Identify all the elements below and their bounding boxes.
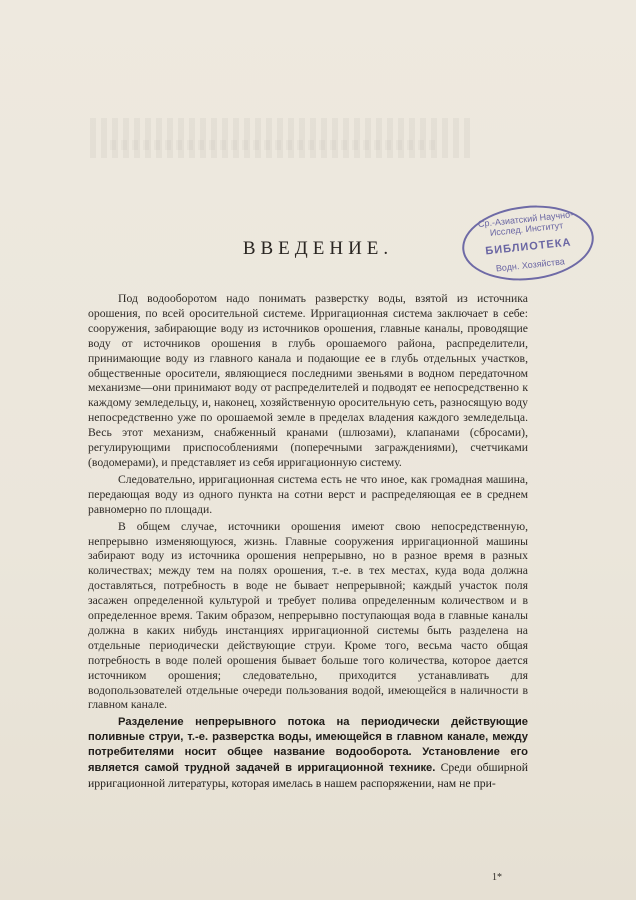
paragraph-4 xyxy=(88,715,528,792)
stamp-line-3: Водн. Хозяйства xyxy=(495,256,566,274)
paragraph-2: Следовательно, ирригационная система есть не что иное, как громадная машина, передающая воду из одного пункта на сотни верст и распределяющая ее в среднем равномерно по площади. xyxy=(88,472,528,516)
stamp-line-2: БИБЛИОТЕКА xyxy=(484,236,572,258)
paragraph-4-continuation: Среди обширной ирригационной литературы, которая имелась в нашем распоряжении, нам не при- xyxy=(88,761,528,791)
page-title: ВВЕДЕНИЕ. xyxy=(242,238,394,259)
show-through-text xyxy=(90,118,470,158)
body-text xyxy=(88,292,528,792)
bold-definition: Разделение непрерывного потока на периодически действующие поливные струи, т.-е. разверстка воды, имеющейся в главном канале, между потребителями носит общее название водооборота. Установление его является самой трудной задачей в ирригационной технике. xyxy=(88,716,528,775)
paragraph-3: В общем случае, источники орошения имеют свою непосредственную, непрерывно изменяющуюся, жизнь. Главные сооружения ирригационной машины забирают воду из источника орошения непрерывно, но в разное время в разных количествах; между тем на полях орошения, т.-е. в тех местах, куда вода должна доставляться, потребность в воде не бывает непрерывной; каждый участок поля засажен определенной культурой и требует полива определенным количеством и в определенное время. Таким образом, непрерывно поступающая вода в главные каналы должна в каких нибудь инстанциях ирригационной системы быть разделена на отдельные периодически действующие струи. Кроме того, весьма часто общая потребность в воде полей орошения бывает больше того количества, которое дается источником орошения; следовательно, приходится устанавливать для водопользователей отдельные очереди пользования водой, имеющейся в наличности в главном канале. xyxy=(88,519,528,712)
page-number: 1* xyxy=(492,872,502,883)
stamp-line-1: Ср.-Азиатский Научно-Исслед. Институт xyxy=(477,209,574,238)
show-through-text-2 xyxy=(110,140,440,150)
paragraph-1: Под водооборотом надо понимать разверстку воды, взятой из источника орошения, по всей оросительной системе. Ирригационная система заключает в себе: сооружения, забирающие воду из источников орошения, главные каналы, проводящие воду от источников орошения в глубь орошаемого района, распределители, принимающие воду из главного канала и подающие ее в глубь отдельных участков, общественные оросители, являющиеся последними звеньями в водном передаточном механизме—они принимают воду от распределителей и подводят ее непосредственно к каждому земледельцу, и, наконец, хозяйственную оросительную сеть, разносящую воду непосредственно уже по орошаемой земле в пределах владения каждого земледельца. Весь этот механизм, снабженный кранами (шлюзами), клапанами (сбросами), регулирующими приспособлениями (поперечными заграждениями), счетчиками (водомерами), и представляет из себя ирригационную систему. xyxy=(88,292,528,469)
